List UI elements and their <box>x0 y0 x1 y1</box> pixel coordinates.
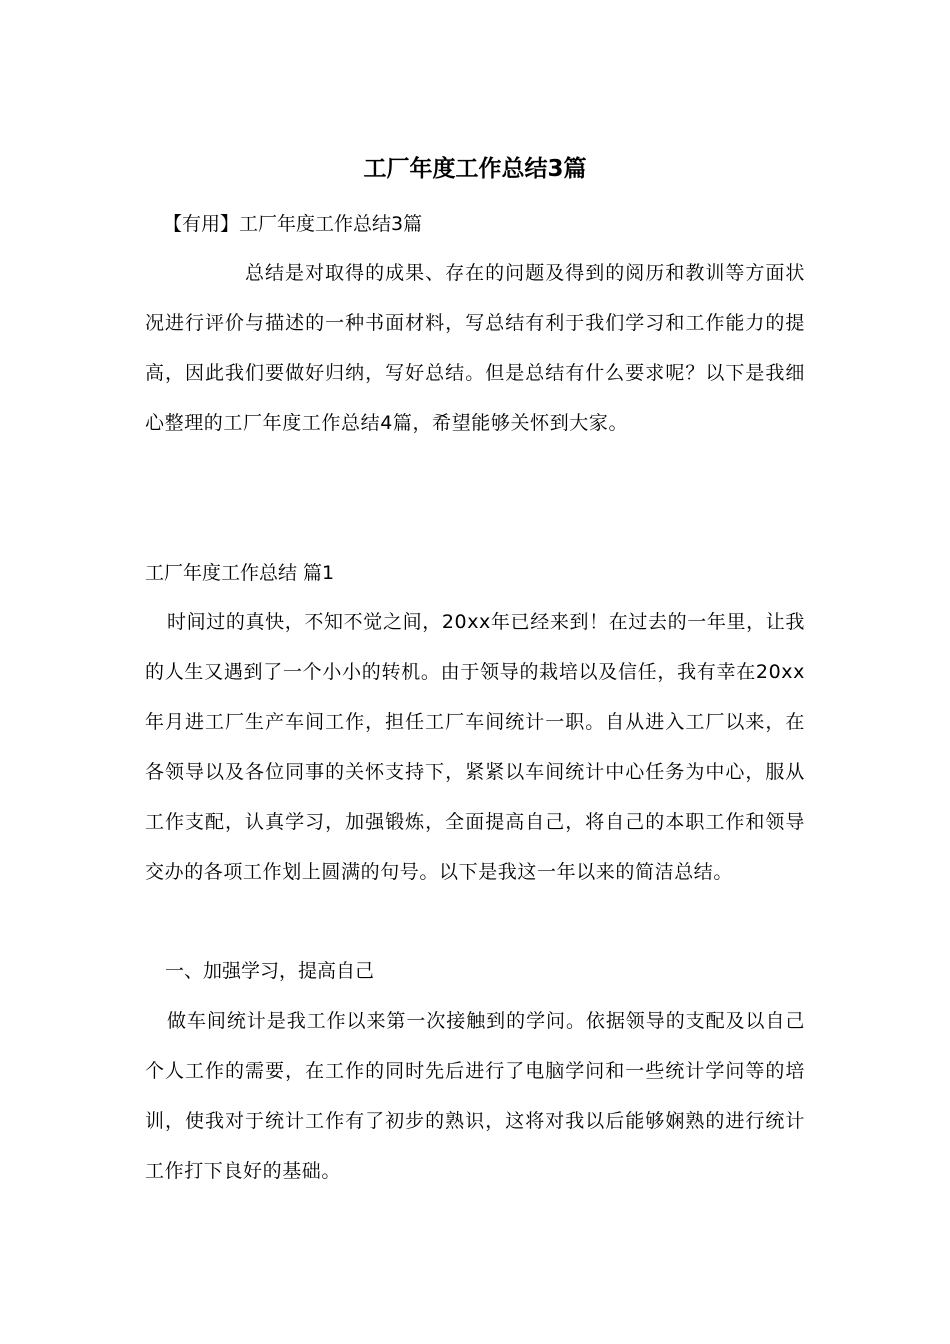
sub-paragraph-1: 做车间统计是我工作以来第一次接触到的学问。依据领导的支配及以自己个人工作的需要，在工作的同时先后进行了电脑学问和一些统计学问等的培训，使我对于统计工作有了初步的熟识，这将对我以后能够娴熟的进行统计工作打下良好的基础。 <box>145 1010 805 1182</box>
sub-heading-1: 一、加强学习，提高自己 <box>165 960 375 982</box>
document-title: 工厂年度工作总结3篇 <box>363 156 587 182</box>
section-1-paragraph: 时间过的真快，不知不觉之间，20xx年已经来到！在过去的一年里，让我的人生又遇到了一个小小的转机。由于领导的栽培以及信任，我有幸在20xx年月进工厂生产车间工作，担任工厂车间统计一职。自从进入工厂以来，在各领导以及各位同事的关怀支持下，紧紧以车间统计中心任务为中心，服从工作支配，认真学习，加强锻炼，全面提高自己，将自己的本职工作和领导交办的各项工作划上圆满的句号。以下是我这一年以来的简洁总结。 <box>145 611 805 883</box>
section-heading-1: 工厂年度工作总结 篇1 <box>145 562 335 584</box>
intro-paragraph: 总结是对取得的成果、存在的问题及得到的阅历和教训等方面状况进行评价与描述的一种书面材料，写总结有利于我们学习和工作能力的提高，因此我们要做好归纳，写好总结。但是总结有什么要求呢？以下是我细心整理的工厂年度工作总结4篇，希望能够关怀到大家。 <box>145 262 805 434</box>
document-subtitle: 【有用】工厂年度工作总结3篇 <box>163 213 423 235</box>
